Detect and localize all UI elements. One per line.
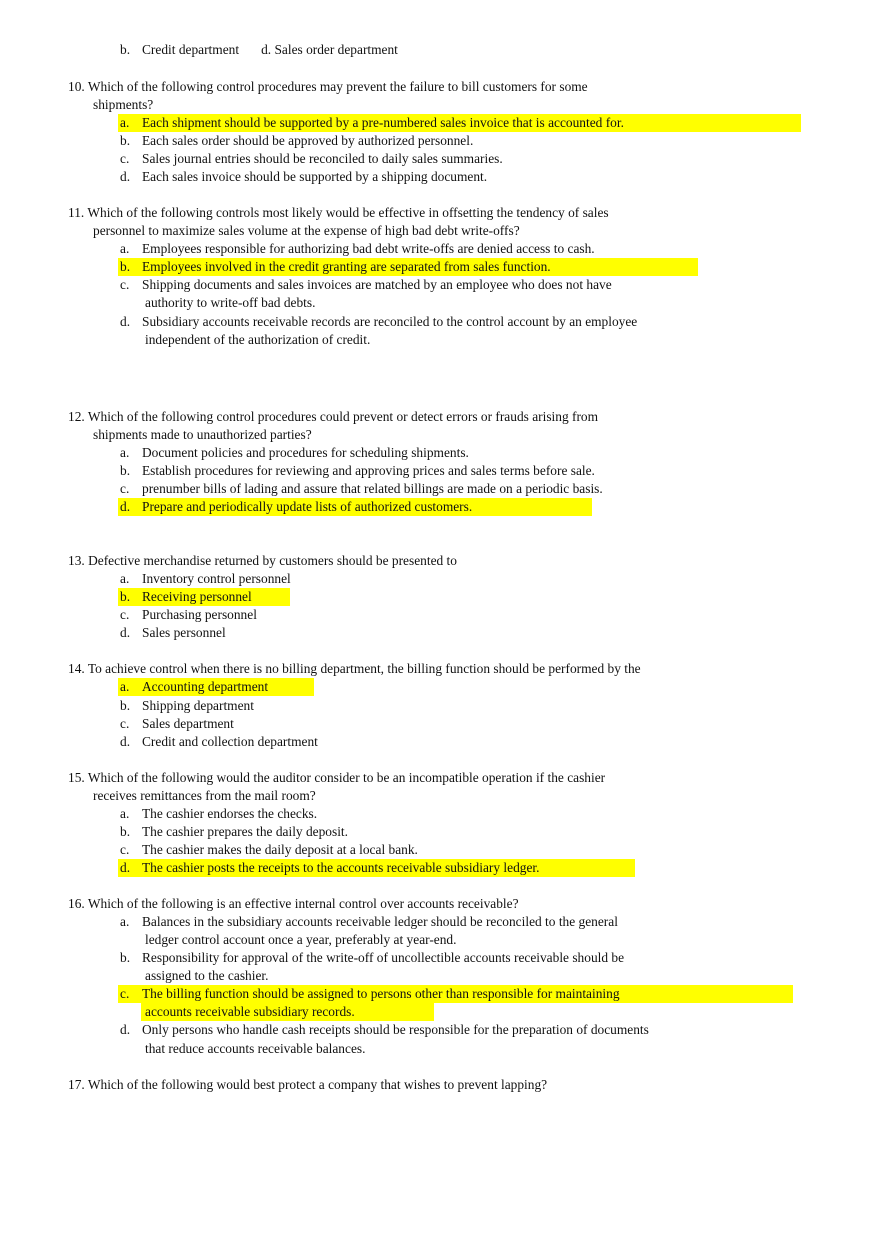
- q14-stem: 14. To achieve control when there is no billing department, the billing function should be performed by the: [68, 661, 641, 676]
- q13-option-d: d. Sales personnel: [120, 625, 226, 640]
- q10-option-a-answer: a. Each shipment should be supported by a pre-numbered sales invoice that is accounted for.: [118, 114, 801, 132]
- q15-option-a: a. The cashier endorses the checks.: [120, 806, 318, 821]
- q16-option-a-cont: ledger control account once a year, preferably at year-end.: [145, 932, 457, 947]
- q9-options-row: b. Credit department d. Sales order department: [120, 42, 398, 57]
- q11-option-d: d. Subsidiary accounts receivable records are reconciled to the control account by an employee: [120, 314, 638, 329]
- q12-stem-line-1: 12. Which of the following control procedures could prevent or detect errors or frauds arising from: [68, 409, 599, 424]
- q15-option-c: c. The cashier makes the daily deposit at a local bank.: [120, 842, 418, 857]
- q16-option-a: a. Balances in the subsidiary accounts receivable ledger should be reconciled to the general: [120, 914, 618, 929]
- q10-option-b: b. Each sales order should be approved by authorized personnel.: [120, 133, 474, 148]
- q12-option-d-answer: d. Prepare and periodically update lists of authorized customers.: [118, 498, 592, 516]
- q12-option-a: a. Document policies and procedures for scheduling shipments.: [120, 445, 469, 460]
- q11-option-a: a. Employees responsible for authorizing bad debt write-offs are denied access to cash.: [120, 241, 595, 256]
- q15-option-d-answer: d. The cashier posts the receipts to the accounts receivable subsidiary ledger.: [118, 859, 635, 877]
- q12-stem-line-2: shipments made to unauthorized parties?: [93, 427, 312, 442]
- q14-option-b: b. Shipping department: [120, 698, 254, 713]
- q16-option-c-answer: c. The billing function should be assigned to persons other than responsible for maintaining: [118, 985, 793, 1003]
- q16-option-d-cont: that reduce accounts receivable balances.: [145, 1041, 366, 1056]
- q17-stem: 17. Which of the following would best protect a company that wishes to prevent lapping?: [68, 1077, 548, 1092]
- q16-option-c-answer-cont: accounts receivable subsidiary records.: [141, 1003, 434, 1021]
- q15-option-b: b. The cashier prepares the daily deposit.: [120, 824, 348, 839]
- q10-option-d: d. Each sales invoice should be supported by a shipping document.: [120, 169, 488, 184]
- q11-option-c-cont: authority to write-off bad debts.: [145, 295, 316, 310]
- q11-option-d-cont: independent of the authorization of credit.: [145, 332, 371, 347]
- q11-stem-line-1: 11. Which of the following controls most likely would be effective in offsetting the tendency of sales: [68, 205, 609, 220]
- q14-option-d: d. Credit and collection department: [120, 734, 318, 749]
- q10-stem-line-2: shipments?: [93, 97, 154, 112]
- q15-stem-line-2: receives remittances from the mail room?: [93, 788, 316, 803]
- q11-stem-line-2: personnel to maximize sales volume at the expense of high bad debt write-offs?: [93, 223, 520, 238]
- q13-option-a: a. Inventory control personnel: [120, 571, 291, 586]
- q14-option-c: c. Sales department: [120, 716, 234, 731]
- q10-stem-line-1: 10. Which of the following control procedures may prevent the failure to bill customers for some: [68, 79, 588, 94]
- q11-option-c: c. Shipping documents and sales invoices are matched by an employee who does not have: [120, 277, 612, 292]
- q16-option-b: b. Responsibility for approval of the write-off of uncollectible accounts receivable should be: [120, 950, 625, 965]
- q9-option-d: Sales order department: [274, 42, 398, 57]
- q15-stem-line-1: 15. Which of the following would the auditor consider to be an incompatible operation if the cashier: [68, 770, 606, 785]
- q11-option-b-answer: b. Employees involved in the credit granting are separated from sales function.: [118, 258, 698, 276]
- q10-option-c: c. Sales journal entries should be reconciled to daily sales summaries.: [120, 151, 503, 166]
- q16-option-b-cont: assigned to the cashier.: [145, 968, 269, 983]
- q14-option-a-answer: a. Accounting department: [118, 678, 314, 696]
- q9-option-b: Credit department: [142, 42, 240, 57]
- q12-option-b: b. Establish procedures for reviewing and approving prices and sales terms before sale.: [120, 463, 595, 478]
- q16-option-d: d. Only persons who handle cash receipts should be responsible for the preparation of documents: [120, 1022, 649, 1037]
- q13-stem: 13. Defective merchandise returned by customers should be presented to: [68, 553, 457, 568]
- q13-option-b-answer: b. Receiving personnel: [118, 588, 290, 606]
- q12-option-c: c. prenumber bills of lading and assure that related billings are made on a periodic basis.: [120, 481, 603, 496]
- q16-stem: 16. Which of the following is an effective internal control over accounts receivable?: [68, 896, 519, 911]
- q13-option-c: c. Purchasing personnel: [120, 607, 257, 622]
